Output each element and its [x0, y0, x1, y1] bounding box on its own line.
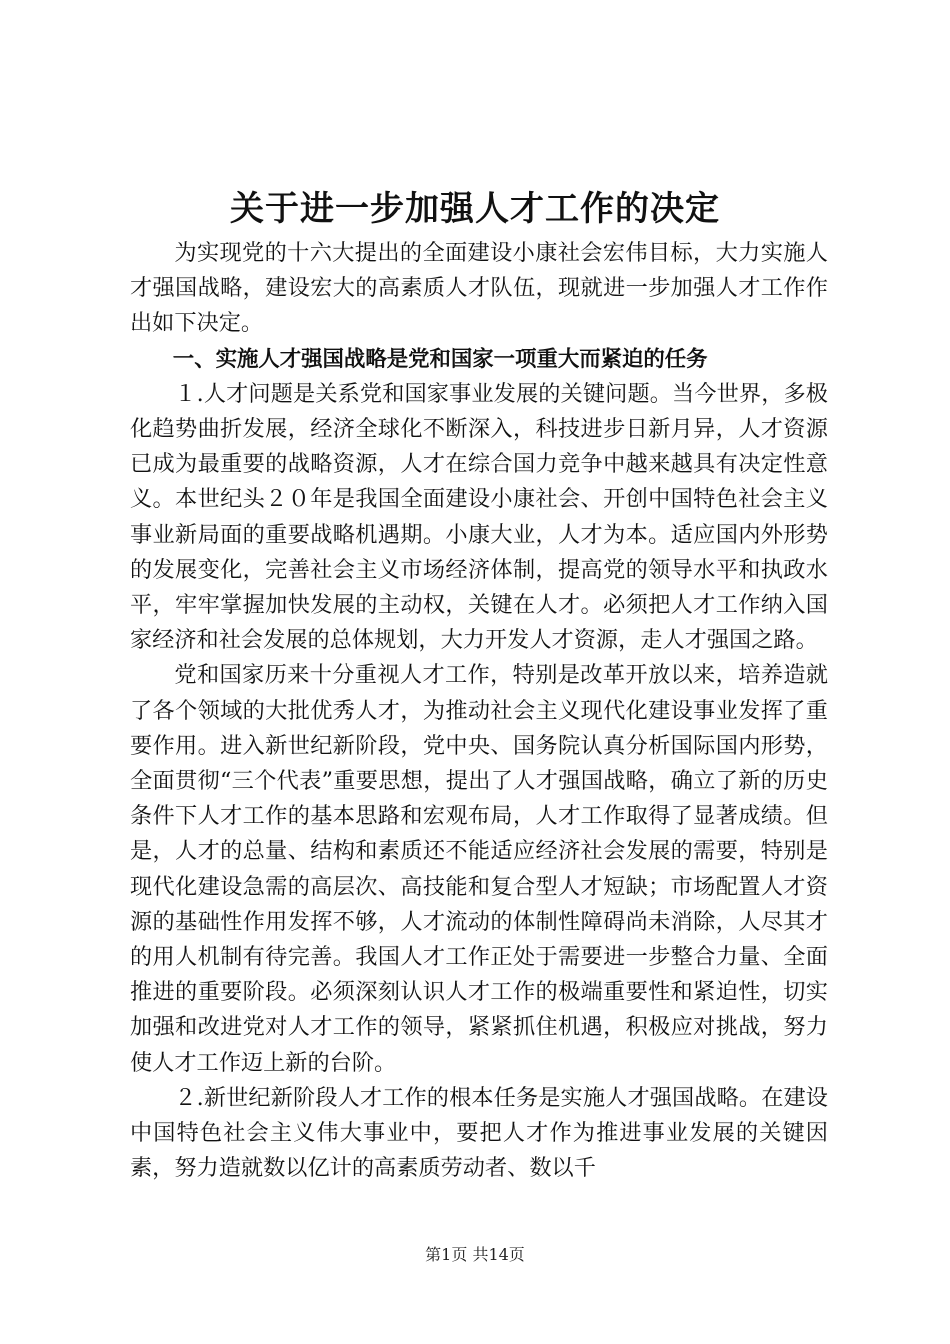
section-heading: 一、实施人才强国战略是党和国家一项重大而紧迫的任务 — [172, 346, 708, 372]
document-title: 关于进一步加强人才工作的决定 — [230, 189, 720, 229]
intro-paragraph: 为实现党的十六大提出的全面建设小康社会宏伟目标，大力实施人才强国战略，建设宏大的高素质人才队伍，现就进一步加强人才工作作出如下决定。 — [130, 240, 828, 337]
paragraph-1: １.人才问题是关系党和国家事业发展的关键问题。当今世界，多极化趋势曲折发展，经济全球化不断深入，科技进步日新月异，人才资源已成为最重要的战略资源，人才在综合国力竞争中越来越具有决定性意义。本世纪头２０年是我国全面建设小康社会、开创中国特色社会主义事业新局面的重要战略机遇期。小康大业，人才为本。适应国内外形势的发展变化，完善社会主义市场经济体制，提高党的领导水平和执政水平，牢牢掌握加快发展的主动权，关键在人才。必须把人才工作纳入国家经济和社会发展的总体规划，大力开发人才资源，走人才强国之路。 — [130, 380, 828, 654]
paragraph-2: 党和国家历来十分重视人才工作，特别是改革开放以来，培养造就了各个领域的大批优秀人才，为推动社会主义现代化建设事业发挥了重要作用。进入新世纪新阶段，党中央、国务院认真分析国际国内形势，全面贯彻“三个代表”重要思想，提出了人才强国战略，确立了新的历史条件下人才工作的基本思路和宏观布局，人才工作取得了显著成绩。但是，人才的总量、结构和素质还不能适应经济社会发展的需要，特别是现代化建设急需的高层次、高技能和复合型人才短缺；市场配置人才资源的基础性作用发挥不够，人才流动的体制性障碍尚未消除，人尽其才的用人机制有待完善。我国人才工作正处于需要进一步整合力量、全面推进的重要阶段。必须深刻认识人才工作的极端重要性和紧迫性，切实加强和改进党对人才工作的领导，紧紧抓住机遇，积极应对挑战，努力使人才工作迈上新的台阶。 — [130, 662, 828, 1076]
page-footer: 第1页 共14页 — [425, 1245, 525, 1264]
document-body — [130, 236, 828, 1186]
paragraph-3: ２.新世纪新阶段人才工作的根本任务是实施人才强国战略。在建设中国特色社会主义伟大事业中，要把人才作为推进事业发展的关键因素，努力造就数以亿计的高素质劳动者、数以千 — [130, 1084, 828, 1182]
